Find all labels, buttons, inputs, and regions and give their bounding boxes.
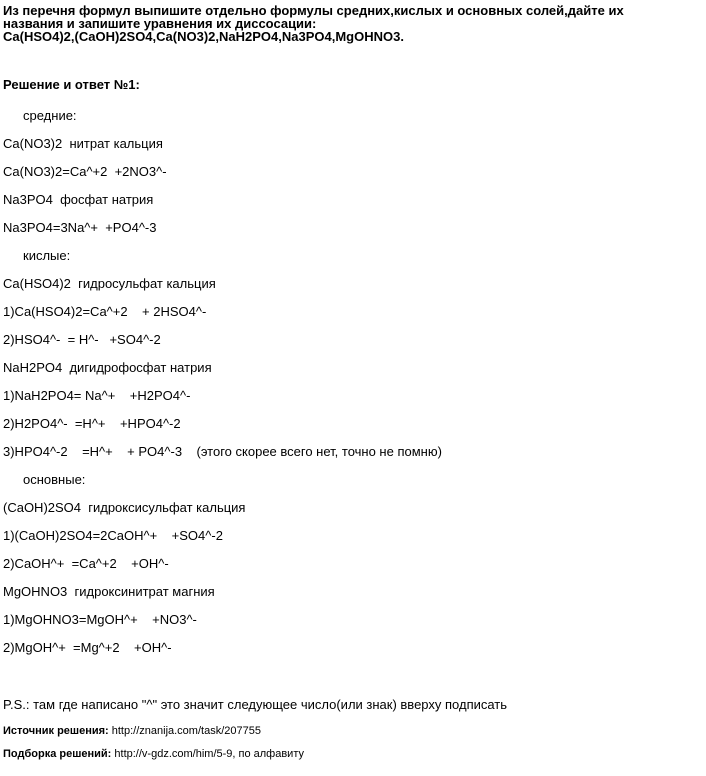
solution-line: 2)MgOH^+ =Mg^+2 +OH^- [3, 640, 172, 655]
question-text [3, 4, 703, 43]
solution-line: Na3PO4 фосфат натрия [3, 192, 154, 207]
solution-line: 1)MgOHNO3=MgOH^+ +NO3^- [3, 612, 197, 627]
solution-line: 1)Ca(HSO4)2=Ca^+2 + 2HSO4^- [3, 304, 207, 319]
question-line: названия и запишите уравнения их диссосации: [3, 16, 317, 31]
ps-note: P.S.: там где написано "^" это значит следующее число(или знак) вверху подписать [3, 697, 508, 712]
source-link[interactable]: http://znanija.com/task/207755 [111, 725, 261, 737]
solution-line: Na3PO4=3Na^+ +PO4^-3 [3, 220, 157, 235]
solution-line: 1)(CaOH)2SO4=2CaOH^+ +SO4^-2 [3, 528, 223, 543]
solution-line: Ca(NO3)2=Ca^+2 +2NO3^- [3, 164, 167, 179]
source-label: Источник решения: [3, 725, 109, 737]
solution-body [3, 108, 703, 668]
question-line: Ca(HSO4)2,(CaOH)2SO4,Ca(NO3)2,NaH2PO4,Na3PO4,MgOHNO3. [3, 29, 404, 44]
answer-heading: Решение и ответ №1: [3, 77, 140, 92]
solution-line: 2)H2PO4^- =H^+ +HPO4^-2 [3, 416, 181, 431]
section-heading: кислые: [23, 248, 71, 263]
solution-line: 2)CaOH^+ =Ca^+2 +OH^- [3, 556, 169, 571]
source-line [3, 724, 261, 738]
collection-line [3, 747, 304, 761]
solution-line: 2)HSO4^- = H^- +SO4^-2 [3, 332, 161, 347]
solution-line: NaH2PO4 дигидрофосфат натрия [3, 360, 212, 375]
collection-label: Подборка решений: [3, 748, 112, 760]
section-heading: средние: [23, 108, 77, 123]
question-line: Из перечня формул выпишите отдельно формулы средних,кислых и основных солей,дайте их [3, 3, 624, 18]
solution-line: Ca(NO3)2 нитрат кальция [3, 136, 163, 151]
solution-line: MgOHNO3 гидроксинитрат магния [3, 584, 215, 599]
solution-line: 1)NaH2PO4= Na^+ +H2PO4^- [3, 388, 191, 403]
solution-line: Ca(HSO4)2 гидросульфат кальция [3, 276, 216, 291]
solution-line: (CaOH)2SO4 гидроксисульфат кальция [3, 500, 246, 515]
section-heading: основные: [23, 472, 86, 487]
collection-link[interactable]: http://v-gdz.com/him/5-9, по алфавиту [114, 748, 304, 760]
solution-line: 3)HPO4^-2 =H^+ + PO4^-3 (этого скорее всего нет, точно не помню) [3, 444, 442, 459]
